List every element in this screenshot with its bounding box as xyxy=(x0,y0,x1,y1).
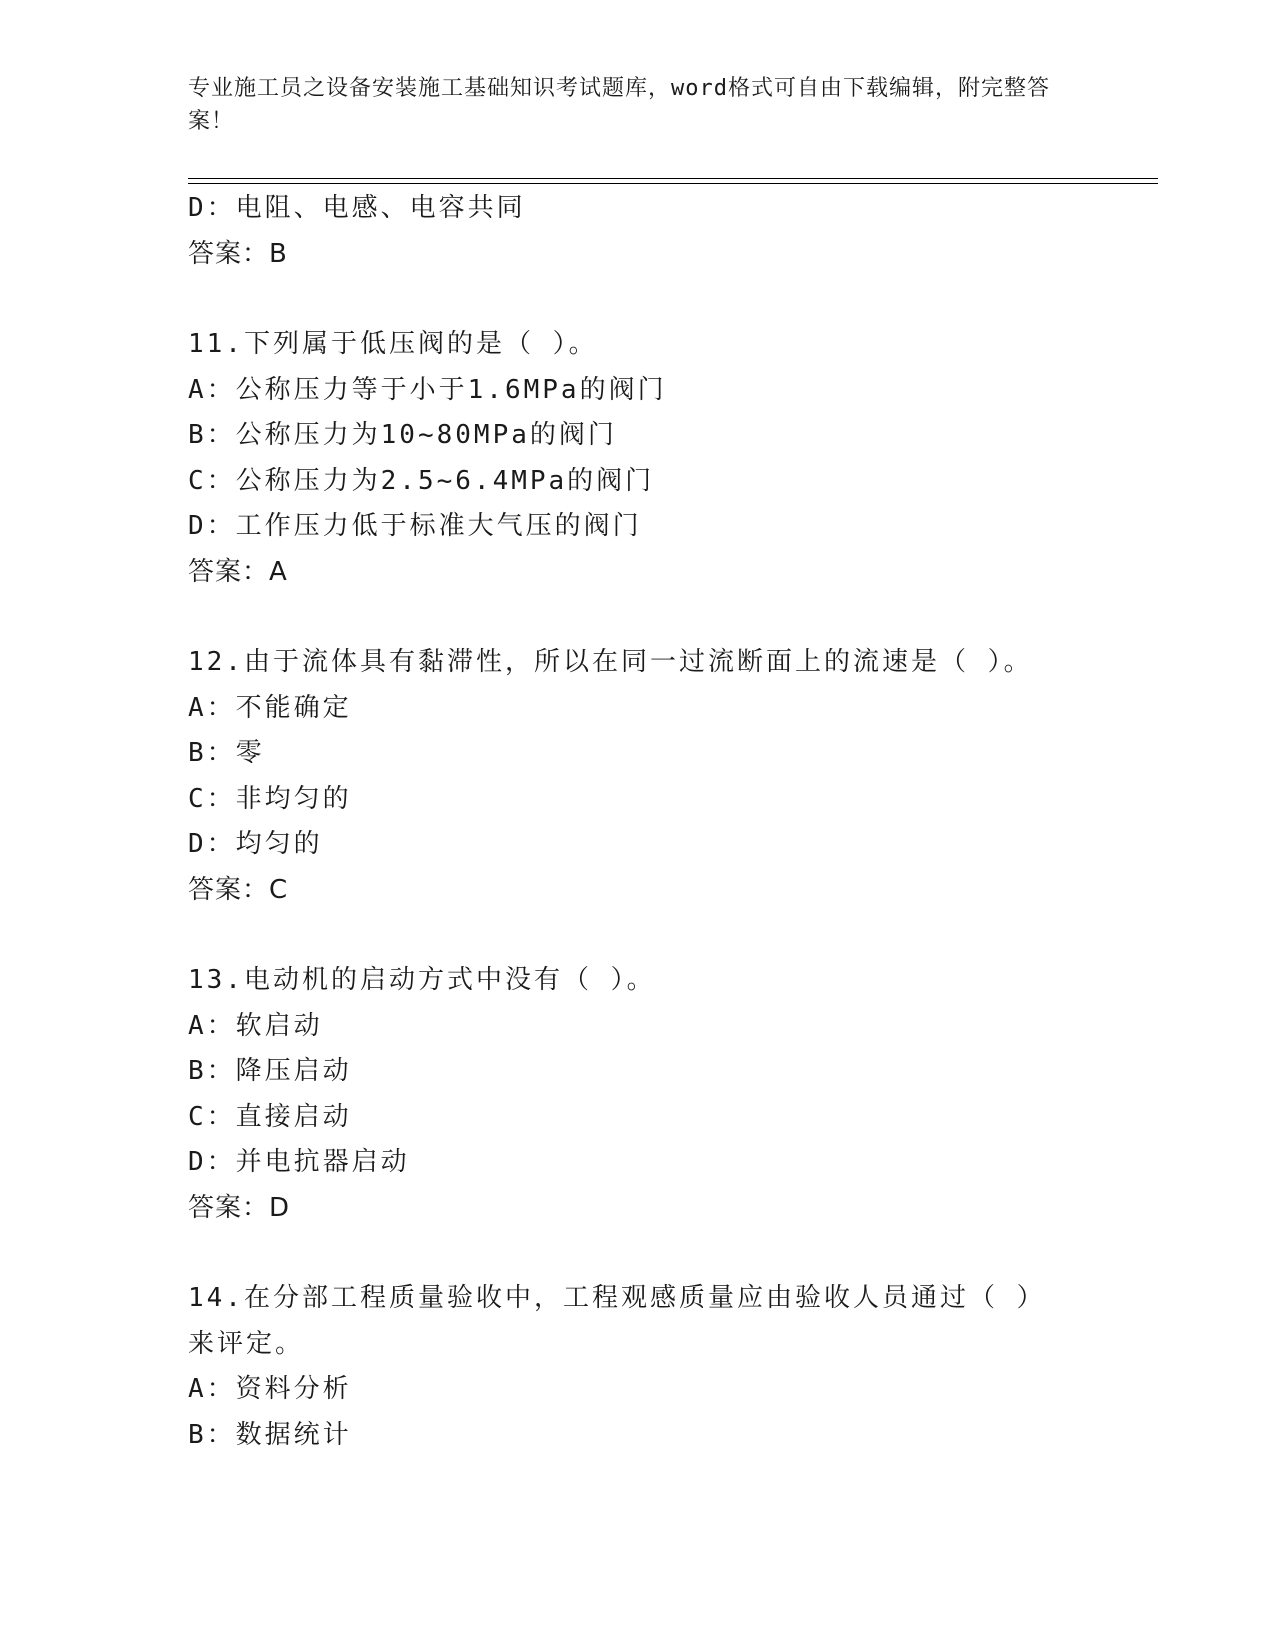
question-14 xyxy=(188,1276,1088,1458)
header-rule-bottom xyxy=(188,183,1158,184)
question-stem: 14.在分部工程质量验收中，工程观感质量应由验收人员通过（ ）来评定。 xyxy=(188,1283,1046,1359)
answer: 答案：D xyxy=(188,1192,291,1223)
header-rule-top xyxy=(188,178,1158,179)
option-a: A：软启动 xyxy=(188,1010,323,1041)
option-d: D：工作压力低于标准大气压的阀门 xyxy=(188,511,642,541)
option-a: A：公称压力等于小于1.6MPa的阀门 xyxy=(188,374,667,405)
option-d: D：均匀的 xyxy=(188,829,323,859)
option-c: C：公称压力为2.5~6.4MPa的阀门 xyxy=(188,465,655,496)
question-11 xyxy=(188,322,1088,595)
question-13 xyxy=(188,958,1088,1231)
option-d: D：并电抗器启动 xyxy=(188,1147,410,1177)
answer: 答案：A xyxy=(188,556,288,587)
option-a: A：不能确定 xyxy=(188,692,352,723)
option-b: B：零 xyxy=(188,738,265,768)
question-list xyxy=(188,186,1088,1458)
option-c: C：直接启动 xyxy=(188,1101,352,1132)
question-stem: 11.下列属于低压阀的是（ ）。 xyxy=(188,329,598,359)
prev-option-d: D：电阻、电感、电容共同 xyxy=(188,193,526,223)
question-12 xyxy=(188,640,1088,913)
option-a: A：资料分析 xyxy=(188,1374,352,1404)
option-c: C：非均匀的 xyxy=(188,783,352,814)
option-b: B：降压启动 xyxy=(188,1056,352,1086)
prev-answer: 答案：B xyxy=(188,238,288,269)
question-stem: 12.由于流体具有黏滞性，所以在同一过流断面上的流速是（ ）。 xyxy=(188,647,1033,677)
document-header: 专业施工员之设备安装施工基础知识考试题库，word格式可自由下载编辑，附完整答案！ xyxy=(188,76,1050,134)
option-b: B：数据统计 xyxy=(188,1419,352,1450)
question-stem: 13.电动机的启动方式中没有（ ）。 xyxy=(188,965,656,995)
option-b: B：公称压力为10~80MPa的阀门 xyxy=(188,420,617,450)
answer: 答案：C xyxy=(188,874,289,905)
